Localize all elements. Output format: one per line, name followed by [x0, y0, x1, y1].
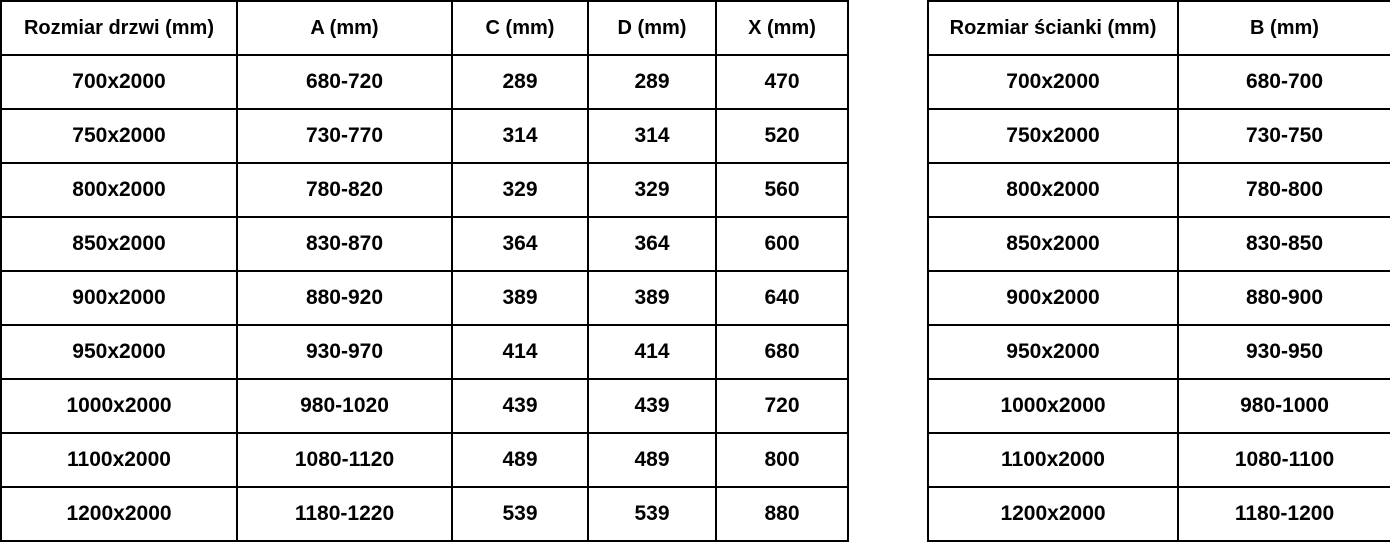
cell-door-size: 900x2000	[1, 271, 237, 325]
cell-door-size: 1200x2000	[1, 487, 237, 541]
table-row	[928, 55, 1390, 109]
cell-wall-size: 750x2000	[928, 109, 1178, 163]
cell-d: 539	[588, 487, 716, 541]
cell-a: 730-770	[237, 109, 452, 163]
cell-c: 329	[452, 163, 588, 217]
wall-table-header	[928, 1, 1390, 55]
table-row	[928, 433, 1390, 487]
table-header-row	[1, 1, 848, 55]
cell-d: 389	[588, 271, 716, 325]
cell-wall-size: 900x2000	[928, 271, 1178, 325]
cell-a: 1080-1120	[237, 433, 452, 487]
cell-b: 930-950	[1178, 325, 1390, 379]
door-table-header	[1, 1, 848, 55]
table-row	[1, 109, 848, 163]
header-cell-b: B (mm)	[1178, 1, 1390, 55]
cell-x: 600	[716, 217, 848, 271]
cell-d: 289	[588, 55, 716, 109]
cell-d: 439	[588, 379, 716, 433]
cell-wall-size: 800x2000	[928, 163, 1178, 217]
table-row	[1, 217, 848, 271]
cell-x: 470	[716, 55, 848, 109]
cell-door-size: 950x2000	[1, 325, 237, 379]
table-row	[928, 487, 1390, 541]
cell-x: 520	[716, 109, 848, 163]
cell-x: 720	[716, 379, 848, 433]
cell-x: 560	[716, 163, 848, 217]
table-row	[928, 325, 1390, 379]
cell-x: 640	[716, 271, 848, 325]
cell-wall-size: 1200x2000	[928, 487, 1178, 541]
cell-x: 800	[716, 433, 848, 487]
cell-door-size: 1000x2000	[1, 379, 237, 433]
cell-b: 830-850	[1178, 217, 1390, 271]
table-row	[928, 379, 1390, 433]
cell-c: 539	[452, 487, 588, 541]
cell-b: 880-900	[1178, 271, 1390, 325]
header-cell-a: A (mm)	[237, 1, 452, 55]
cell-door-size: 750x2000	[1, 109, 237, 163]
cell-b: 1180-1200	[1178, 487, 1390, 541]
header-cell-door-size: Rozmiar drzwi (mm)	[1, 1, 237, 55]
header-cell-wall-size: Rozmiar ścianki (mm)	[928, 1, 1178, 55]
table-row	[1, 55, 848, 109]
wall-dimensions-table-wrapper	[927, 0, 1390, 541]
table-row	[1, 379, 848, 433]
cell-d: 364	[588, 217, 716, 271]
cell-a: 780-820	[237, 163, 452, 217]
table-row	[928, 217, 1390, 271]
cell-door-size: 850x2000	[1, 217, 237, 271]
cell-c: 364	[452, 217, 588, 271]
cell-c: 314	[452, 109, 588, 163]
header-cell-d: D (mm)	[588, 1, 716, 55]
cell-d: 329	[588, 163, 716, 217]
cell-b: 680-700	[1178, 55, 1390, 109]
cell-wall-size: 1100x2000	[928, 433, 1178, 487]
table-row	[1, 433, 848, 487]
cell-c: 389	[452, 271, 588, 325]
cell-wall-size: 700x2000	[928, 55, 1178, 109]
cell-d: 414	[588, 325, 716, 379]
cell-a: 980-1020	[237, 379, 452, 433]
table-row	[928, 271, 1390, 325]
table-row	[928, 109, 1390, 163]
wall-table-body	[928, 55, 1390, 541]
cell-door-size: 1100x2000	[1, 433, 237, 487]
cell-b: 1080-1100	[1178, 433, 1390, 487]
cell-c: 489	[452, 433, 588, 487]
door-table-body	[1, 55, 848, 541]
cell-c: 289	[452, 55, 588, 109]
table-row	[1, 487, 848, 541]
table-row	[1, 271, 848, 325]
cell-wall-size: 850x2000	[928, 217, 1178, 271]
cell-b: 780-800	[1178, 163, 1390, 217]
cell-a: 680-720	[237, 55, 452, 109]
cell-x: 680	[716, 325, 848, 379]
table-row	[1, 325, 848, 379]
cell-door-size: 700x2000	[1, 55, 237, 109]
cell-a: 830-870	[237, 217, 452, 271]
wall-dimensions-table	[927, 0, 1390, 542]
table-header-row	[928, 1, 1390, 55]
cell-wall-size: 1000x2000	[928, 379, 1178, 433]
cell-a: 880-920	[237, 271, 452, 325]
cell-c: 439	[452, 379, 588, 433]
header-cell-x: X (mm)	[716, 1, 848, 55]
cell-door-size: 800x2000	[1, 163, 237, 217]
cell-a: 1180-1220	[237, 487, 452, 541]
cell-b: 980-1000	[1178, 379, 1390, 433]
cell-b: 730-750	[1178, 109, 1390, 163]
table-row	[1, 163, 848, 217]
table-gap-spacer	[847, 0, 927, 541]
cell-wall-size: 950x2000	[928, 325, 1178, 379]
cell-x: 880	[716, 487, 848, 541]
cell-c: 414	[452, 325, 588, 379]
cell-d: 489	[588, 433, 716, 487]
header-cell-c: C (mm)	[452, 1, 588, 55]
cell-d: 314	[588, 109, 716, 163]
table-row	[928, 163, 1390, 217]
cell-a: 930-970	[237, 325, 452, 379]
